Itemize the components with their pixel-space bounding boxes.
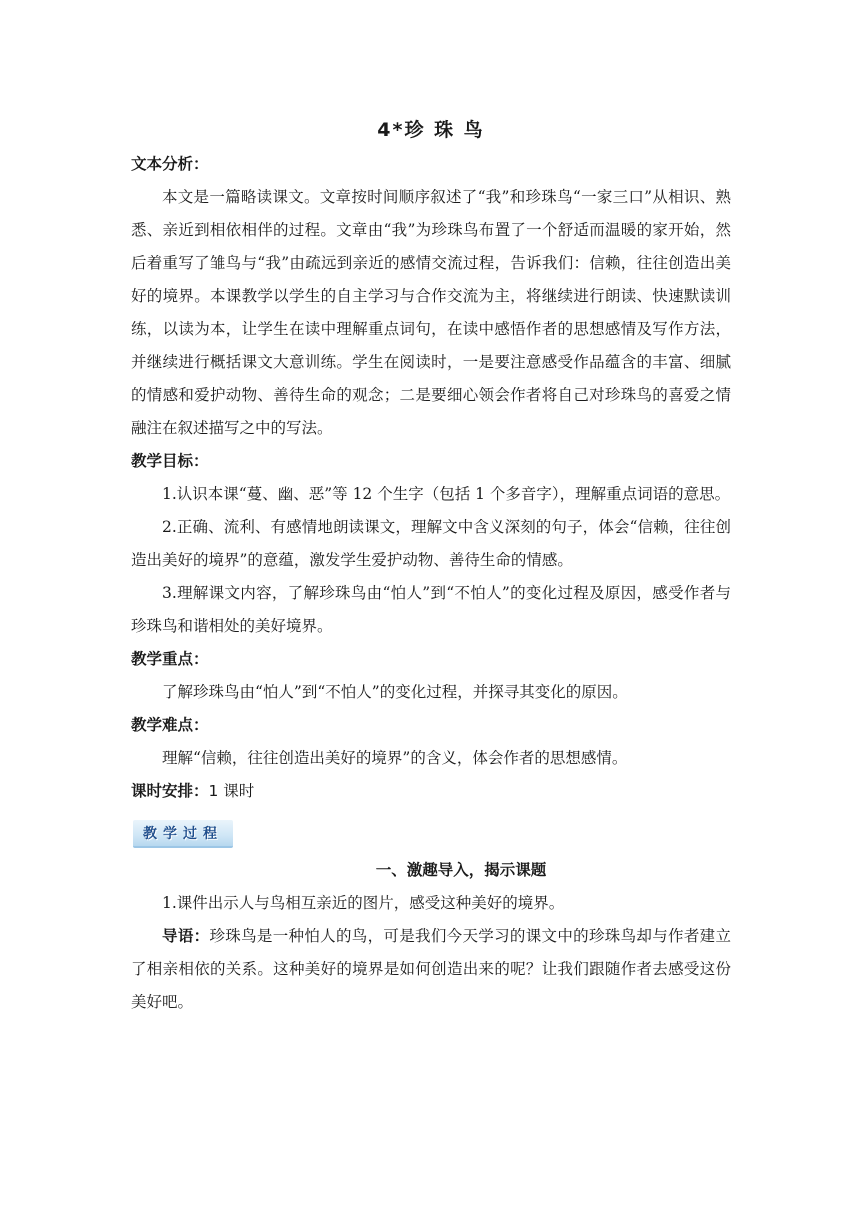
intro-label: 导语：	[162, 927, 210, 945]
schedule-label: 课时安排：	[131, 782, 209, 800]
difficulties-paragraph: 理解“信赖，往往创造出美好的境界”的含义，体会作者的思想感情。	[162, 749, 628, 767]
page-title: 4*珍 珠 鸟	[377, 119, 485, 141]
objectives-heading: 教学目标：	[131, 452, 209, 470]
difficulties-heading: 教学难点：	[131, 716, 209, 734]
text-analysis-heading: 文本分析：	[131, 155, 209, 173]
objective-item-3: 3.理解课文内容，了解珍珠鸟由“怕人”到“不怕人”的变化过程及原因，感受作者与珍珠鸟和谐相处的美好境界。	[131, 584, 731, 635]
objective-item-2: 2.正确、流利、有感情地朗读课文，理解文中含义深刻的句子，体会“信赖，往往创造出美好的境界”的意蕴，激发学生爱护动物、善待生命的情感。	[131, 518, 731, 569]
key-points-heading: 教学重点：	[131, 650, 209, 668]
text-analysis-paragraph: 本文是一篇略读课文。文章按时间顺序叙述了“我”和珍珠鸟“一家三口”从相识、熟悉、亲近到相依相伴的过程。文章由“我”为珍珠鸟布置了一个舒适而温暖的家开始，然后着重写了雏鸟与“我”由疏远到亲近的感情交流过程，告诉我们：信赖，往往创造出美好的境界。本课教学以学生的自主学习与合作交流为主，将继续进行朗读、快速默读训练，以读为本，让学生在读中理解重点词句，在读中感悟作者的思想感情及写作方法，并继续进行概括课文大意训练。学生在阅读时，一是要注意感受作品蕴含的丰富、细腻的情感和爱护动物、善待生命的观念；二是要细心领会作者将自己对珍珠鸟的喜爱之情融注在叙述描写之中的写法。	[131, 188, 731, 437]
key-points-paragraph: 了解珍珠鸟由“怕人”到“不怕人”的变化过程，并探寻其变化的原因。	[162, 683, 628, 701]
section-1-title: 一、激趣导入，揭示课题	[375, 861, 547, 879]
document-content	[131, 112, 731, 1019]
schedule-line	[131, 775, 731, 808]
objective-item-1: 1.认识本课“蔓、幽、恶”等 12 个生字（包括 1 个多音字），理解重点词语的意思。	[162, 485, 731, 503]
section-1-intro	[131, 920, 731, 1019]
teaching-process-banner: 教学过程	[133, 820, 233, 848]
section-1-item-1: 1.课件出示人与鸟相互亲近的图片，感受这种美好的境界。	[162, 894, 565, 912]
schedule-value: 1 课时	[208, 782, 255, 800]
intro-text: 珍珠鸟是一种怕人的鸟，可是我们今天学习的课文中的珍珠鸟却与作者建立了相亲相依的关系。这种美好的境界是如何创造出来的呢？让我们跟随作者去感受这份美好吧。	[131, 927, 731, 1011]
